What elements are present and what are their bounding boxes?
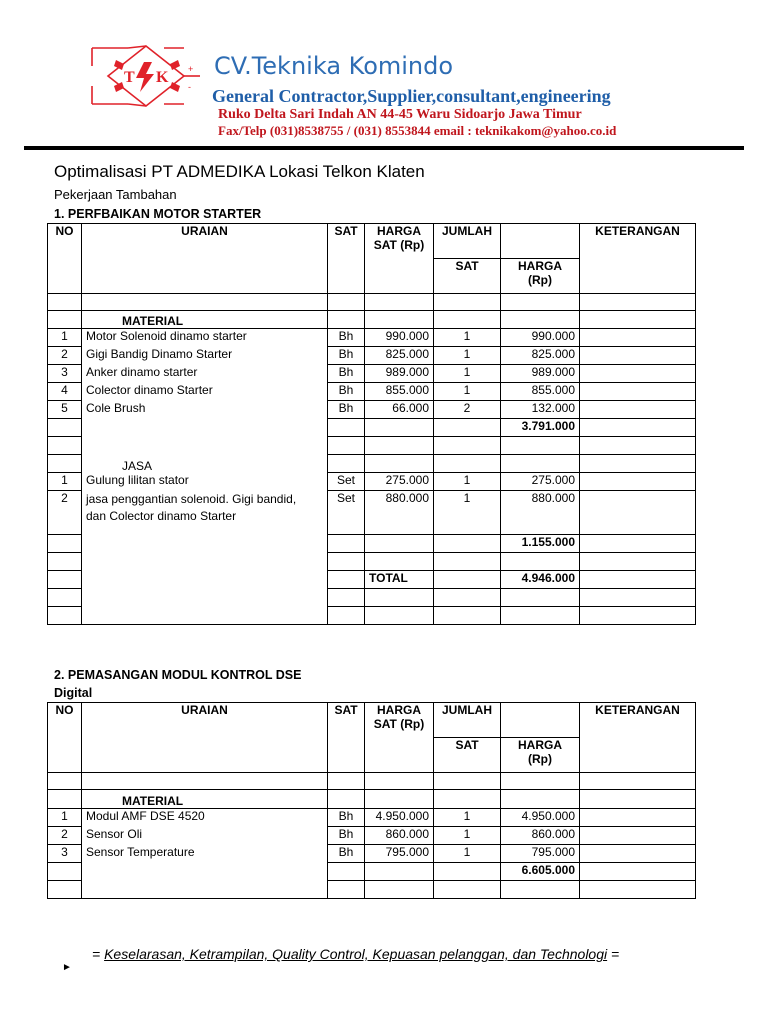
table-row: 5 Cole Brush Bh 66.000 2 132.000 (48, 401, 696, 419)
footer-motto: = Keselarasan, Ketrampilan, Quality Control, Kepuasan pelanggan, dan Technologi = (92, 946, 620, 962)
table-subheader-row: SAT HARGA (Rp) (48, 738, 696, 773)
table-header-row (48, 224, 696, 259)
table-row (48, 419, 696, 437)
table-header-row: NO URAIAN SAT HARGA SAT (Rp) JUMLAH KETERANGAN (48, 703, 696, 738)
arrow-icon: ► (62, 962, 72, 973)
table-row (48, 294, 696, 311)
col-jumlah-sat-header: SAT (434, 259, 501, 294)
document-subtitle: Pekerjaan Tambahan (54, 187, 177, 202)
section-2-table (47, 702, 696, 899)
table-row: 1 Motor Solenoid dinamo starter Bh 990.000 1 990.000 (48, 329, 696, 347)
svg-text:+: + (188, 64, 194, 74)
total-label: TOTAL (365, 571, 434, 589)
table-row: 1 Modul AMF DSE 4520 Bh 4.950.000 1 4.950.000 (48, 809, 696, 827)
col-uraian-header: URAIAN (82, 224, 328, 259)
section-1-table (47, 223, 696, 625)
table-row (48, 607, 696, 625)
col-harga-sat-header: HARGA SAT (Rp) (365, 224, 434, 259)
material-label: MATERIAL (82, 790, 328, 809)
material-subtotal: 6.605.000 (501, 863, 580, 881)
logo-letter-k: K (156, 69, 169, 86)
col-no-header: NO (48, 224, 82, 259)
table-row (48, 790, 696, 809)
table-row: 2 Sensor Oli Bh 860.000 1 860.000 (48, 827, 696, 845)
section-2-title-line2: Digital (54, 686, 93, 700)
table-row (48, 437, 696, 455)
col-keterangan-header: KETERANGAN (580, 224, 696, 259)
table-row (48, 311, 696, 329)
table-row: 2 jasa penggantian solenoid. Gigi bandid, dan Colector dinamo Starter Set 880.000 1 880.000 (48, 491, 696, 535)
table-row (48, 535, 696, 553)
table-row: 2 Gigi Bandig Dinamo Starter Bh 825.000 1 825.000 (48, 347, 696, 365)
company-address: Ruko Delta Sari Indah AN 44-45 Waru Sidoarjo Jawa Timur (218, 107, 582, 122)
col-harga-header: HARGA (Rp) (501, 259, 580, 294)
table-row (48, 881, 696, 899)
table-row: 1 Gulung lilitan stator Set 275.000 1 275.000 (48, 473, 696, 491)
table-row (48, 455, 696, 473)
document-title: Optimalisasi PT ADMEDIKA Lokasi Telkon Klaten (54, 162, 425, 181)
company-name: CV.Teknika Komindo (214, 52, 454, 80)
header-divider (24, 146, 744, 150)
company-tagline: General Contractor,Supplier,consultant,engineering (212, 86, 611, 106)
jasa-label: JASA (82, 455, 328, 473)
table-row (48, 553, 696, 571)
table-row (48, 863, 696, 881)
company-logo (88, 42, 204, 110)
table-row (48, 773, 696, 790)
section-2-title: 2. PEMASANGAN MODUL KONTROL DSE (54, 668, 302, 682)
grand-total: 4.946.000 (501, 571, 580, 589)
col-jumlah-header: JUMLAH (434, 224, 501, 259)
material-subtotal: 3.791.000 (501, 419, 580, 437)
company-contact: Fax/Telp (031)8538755 / (031) 8553844 email : teknikakom@yahoo.co.id (218, 123, 617, 138)
svg-text:-: - (188, 82, 191, 92)
table-row (48, 589, 696, 607)
material-label: MATERIAL (82, 311, 328, 329)
col-sat-header: SAT (328, 224, 365, 259)
table-row (48, 571, 696, 589)
table-subheader-row (48, 259, 696, 294)
table-row: 3 Anker dinamo starter Bh 989.000 1 989.000 (48, 365, 696, 383)
table-row: 3 Sensor Temperature Bh 795.000 1 795.000 (48, 845, 696, 863)
section-1-title: 1. PERFBAIKAN MOTOR STARTER (54, 207, 262, 221)
jasa-subtotal: 1.155.000 (501, 535, 580, 553)
logo-letter-t: T (124, 69, 135, 86)
table-row: 4 Colector dinamo Starter Bh 855.000 1 855.000 (48, 383, 696, 401)
